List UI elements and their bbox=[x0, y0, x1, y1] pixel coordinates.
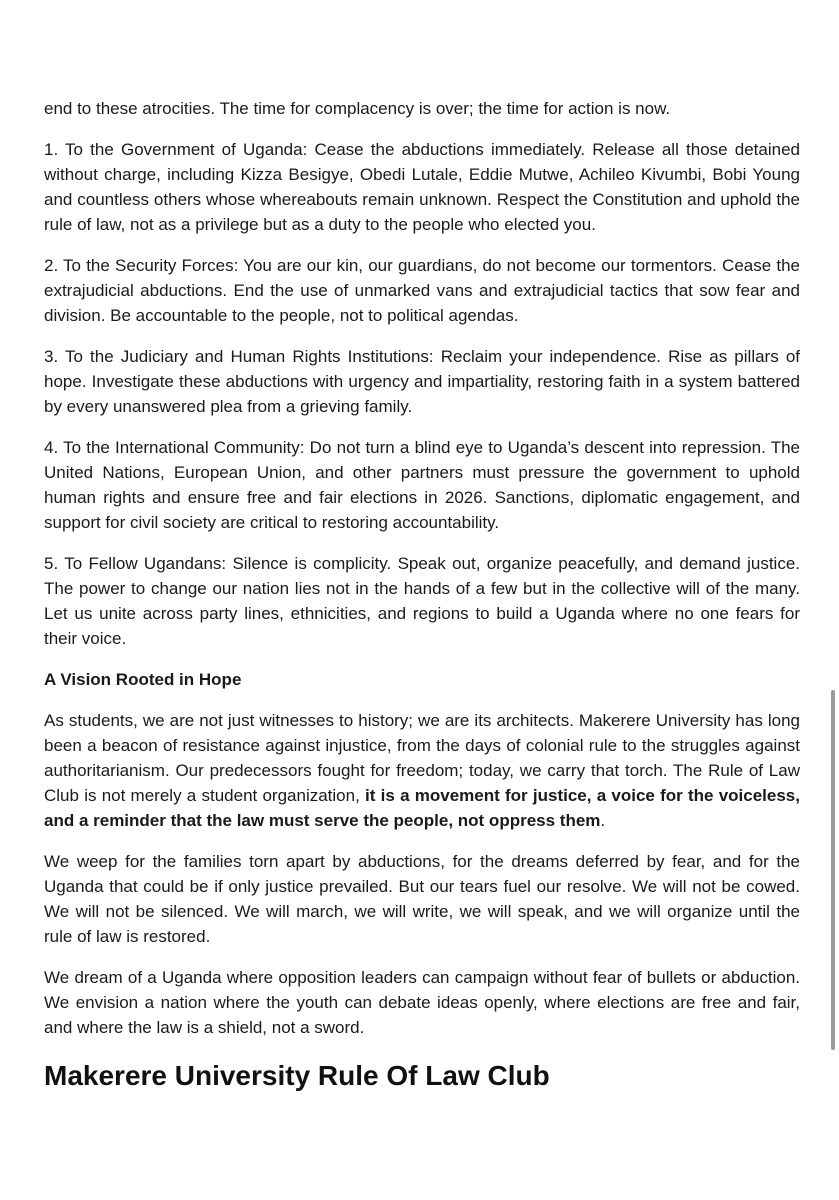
vision-paragraph-start: As students, we are not just witnesses to history; we are its architects. Makerere University has long been a beacon of resistance against injustice, from the days of colonial rule to the struggles against authoritarianism. Our predecessors fought for freedom; today, we carry that torch. The Rule of Law Club is not merely a student organization, bbox=[44, 711, 800, 805]
dream-paragraph: We dream of a Uganda where opposition leaders can campaign without fear of bullets or abduction. We envision a nation where the youth can debate ideas openly, where elections are free and fair, and where the law is a shield, not a sword. bbox=[44, 968, 800, 1037]
intro-paragraph: end to these atrocities. The time for complacency is over; the time for action is now. bbox=[44, 99, 671, 118]
demand-government: 1. To the Government of Uganda: Cease the abductions immediately. Release all those detained without charge, including Kizza Besigye, Obedi Lutale, Eddie Mutwe, Achileo Kivumbi, Bobi Young and countless others whose whereabouts remain unknown. Respect the Constitution and uphold the rule of law, not as a privilege but as a duty to the people who elected you. bbox=[44, 140, 800, 234]
section-heading: A Vision Rooted in Hope bbox=[44, 670, 242, 689]
weep-paragraph: We weep for the families torn apart by abductions, for the dreams deferred by fear, and for the Uganda that could be if only justice prevailed. But our tears fuel our resolve. We will not be cowed. We will not be silenced. We will march, we will write, we will speak, and we will organize until the rule of law is restored. bbox=[44, 852, 800, 946]
demand-judiciary: 3. To the Judiciary and Human Rights Institutions: Reclaim your independence. Rise as pillars of hope. Investigate these abductions with urgency and impartiality, restoring faith in a system battered by every unanswered plea from a grieving family. bbox=[44, 347, 800, 416]
vision-paragraph-end: . bbox=[600, 811, 606, 830]
demand-fellow-ugandans: 5. To Fellow Ugandans: Silence is complicity. Speak out, organize peacefully, and demand justice. The power to change our nation lies not in the hands of a few but in the collective will of the many. Let us unite across party lines, ethnicities, and regions to build a Uganda where no one fears for their voice. bbox=[44, 554, 800, 648]
scrollbar[interactable] bbox=[831, 690, 835, 1050]
demand-international-community: 4. To the International Community: Do not turn a blind eye to Uganda’s descent into repression. The United Nations, European Union, and other partners must pressure the government to uphold human rights and ensure free and fair elections in 2026. Sanctions, diplomatic engagement, and support for civil society are critical to restoring accountability. bbox=[44, 438, 800, 532]
vision-paragraph bbox=[44, 708, 800, 833]
document-page bbox=[44, 96, 800, 1094]
signature-heading: Makerere University Rule Of Law Club bbox=[44, 1060, 550, 1091]
demand-security-forces: 2. To the Security Forces: You are our kin, our guardians, do not become our tormentors. Cease the extrajudicial abductions. End the use of unmarked vans and extrajudicial tactics that sow fear and division. Be accountable to the people, not to political agendas. bbox=[44, 256, 800, 325]
vision-paragraph-bold: it is a movement for justice, a voice for the voiceless, and a reminder that the law must serve the people, not oppress them bbox=[44, 786, 800, 830]
